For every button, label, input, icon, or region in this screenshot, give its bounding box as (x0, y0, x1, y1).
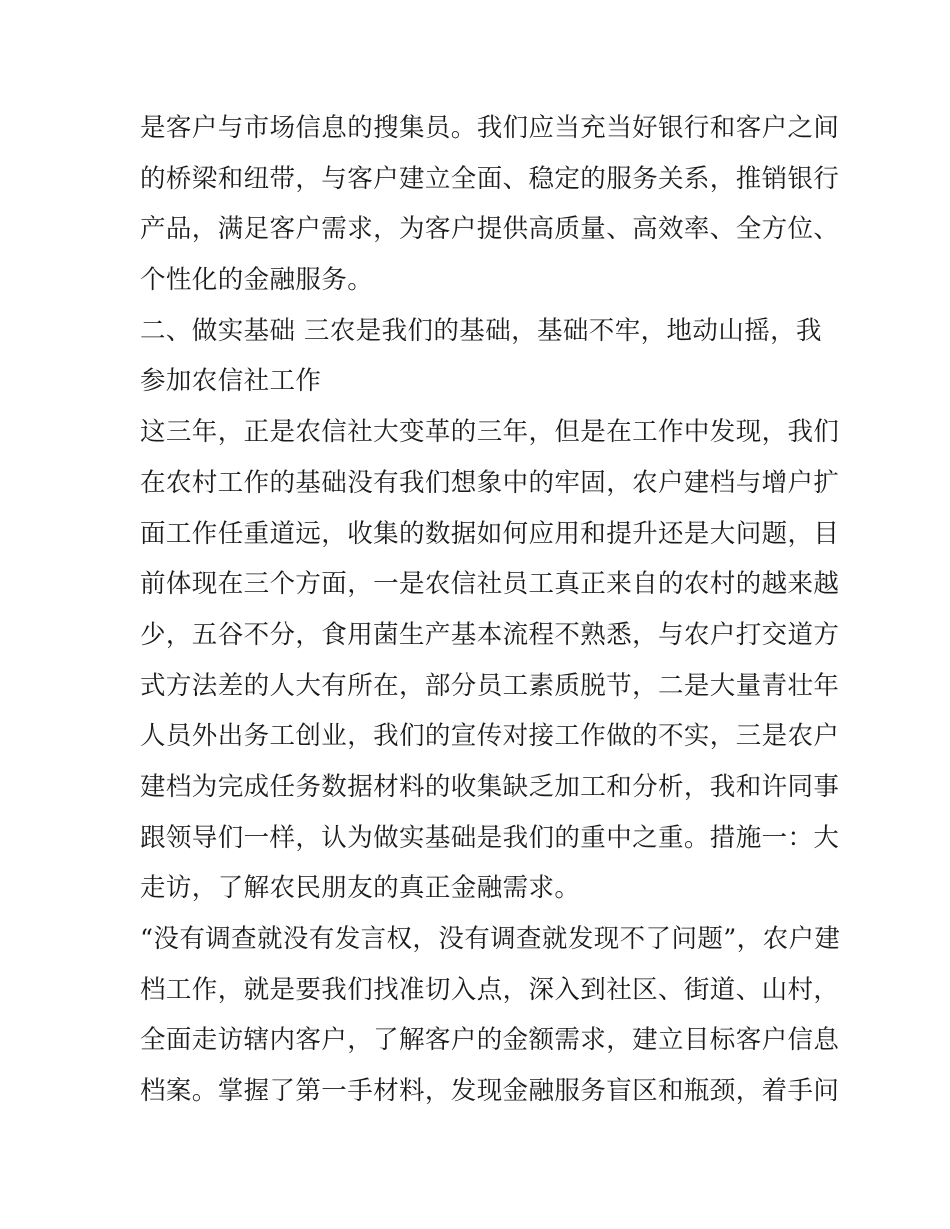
text-line: 个性化的金融服务。 (140, 265, 374, 296)
text-line: 走访，了解农民朋友的真正金融需求。 (140, 873, 581, 904)
text-line: 前体现在三个方面，一是农信社员工真正来自的农村的越来越 (140, 569, 840, 600)
text-line: 档案。掌握了第一手材料，发现金融服务盲区和瓶颈，着手问 (140, 1076, 840, 1107)
text-line: 跟领导们一样，认为做实基础是我们的重中之重。措施一：大 (140, 822, 840, 853)
text-line: 全面走访辖内客户，了解客户的金额需求，建立目标客户信息 (140, 1025, 840, 1056)
text-line: 在农村工作的基础没有我们想象中的牢固，农户建档与增户扩 (140, 467, 840, 498)
text-line: 面工作任重道远，收集的数据如何应用和提升还是大问题，目 (140, 518, 840, 549)
text-line: 产品，满足客户需求，为客户提供高质量、高效率、全方位、 (140, 214, 840, 245)
text-line: 这三年，正是农信社大变革的三年，但是在工作中发现，我们 (140, 417, 840, 448)
text-line: 少，五谷不分，食用菌生产基本流程不熟悉，与农户打交道方 (140, 619, 840, 650)
text-line: 参加农信社工作 (140, 366, 322, 397)
text-line: 式方法差的人大有所在，部分员工素质脱节，二是大量青壮年 (140, 670, 840, 701)
text-line: “没有调查就没有发言权，没有调查就发现不了问题”，农户建 (140, 924, 841, 954)
text-line: 档工作，就是要我们找准切入点，深入到社区、街道、山村， (140, 974, 840, 1005)
text-line: 是客户与市场信息的搜集员。我们应当充当好银行和客户之间 (140, 113, 840, 143)
text-line: 人员外出务工创业，我们的宣传对接工作做的不实，三是农户 (140, 721, 840, 752)
text-line: 建档为完成任务数据材料的收集缺乏加工和分析，我和许同事 (140, 771, 840, 802)
text-line: 的桥梁和纽带，与客户建立全面、稳定的服务关系，推销银行 (140, 163, 840, 194)
section-heading-line: 二、做实基础 三农是我们的基础，基础不牢，地动山摇，我 (140, 315, 822, 346)
body-text (140, 103, 841, 1117)
